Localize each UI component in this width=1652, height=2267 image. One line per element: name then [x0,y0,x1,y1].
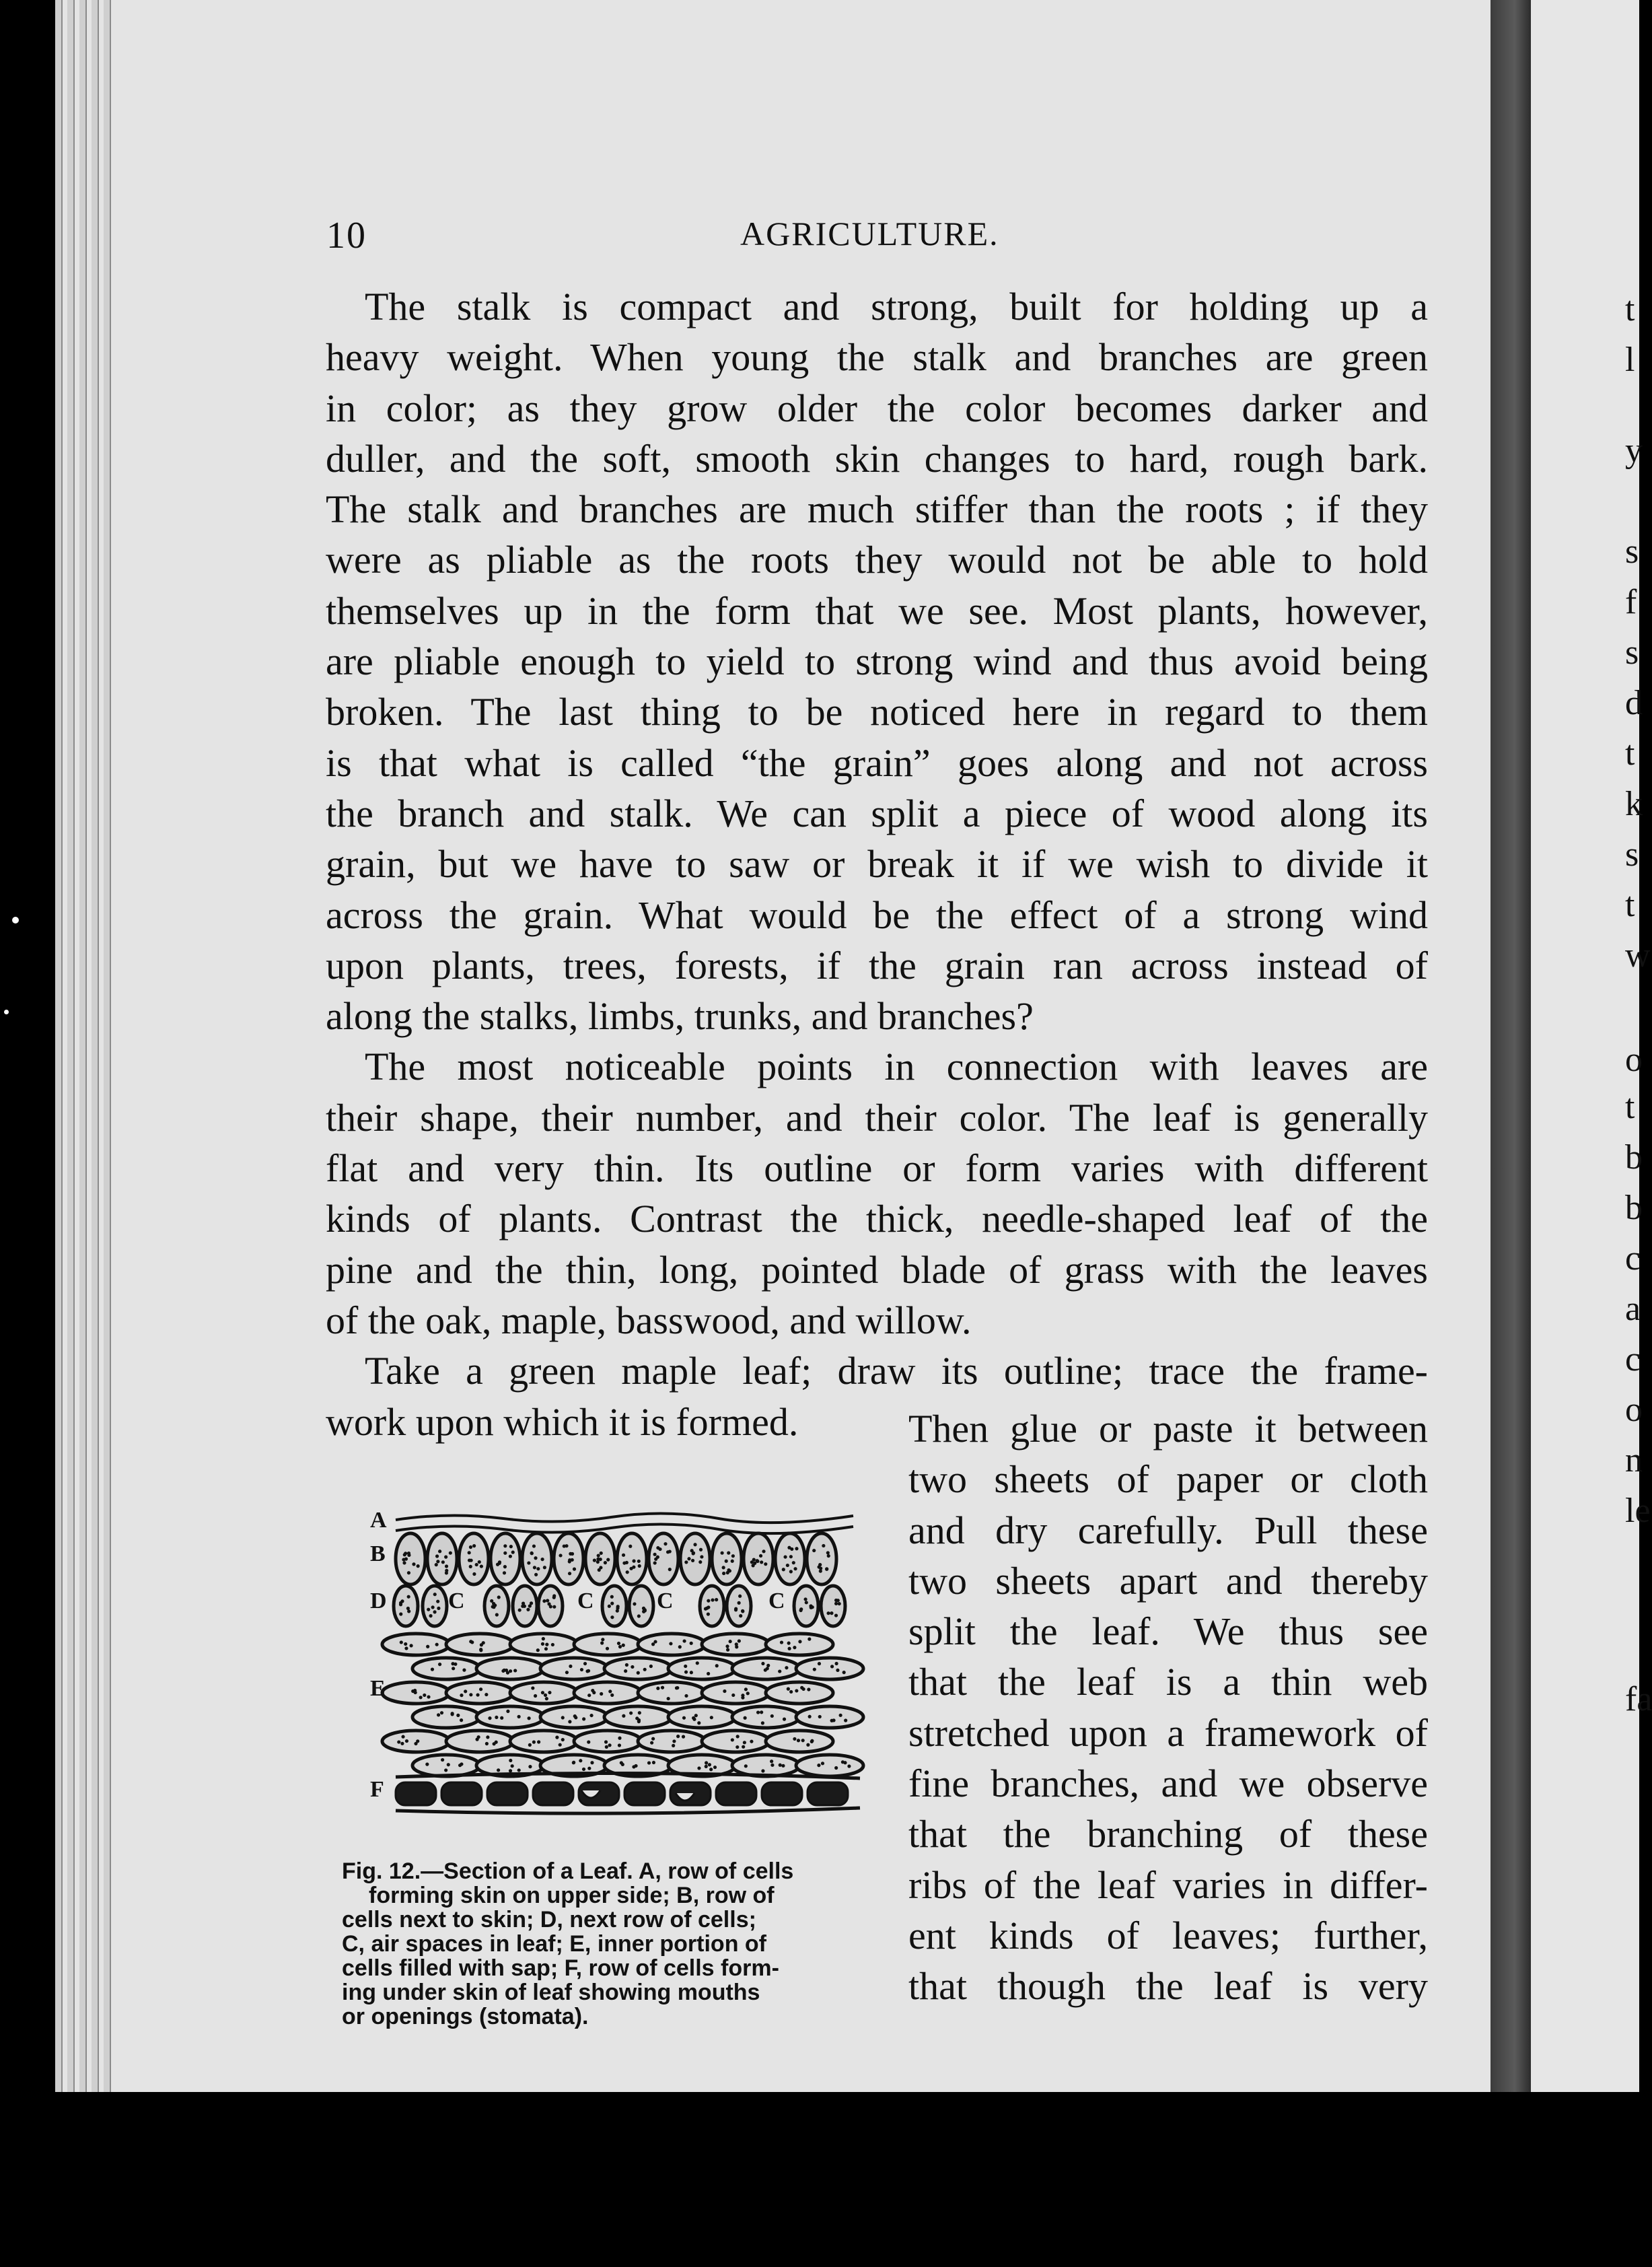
leaf-section-illustration [369,1500,880,1823]
facing-page-fragment: w [1625,936,1651,975]
text-line: two sheets of paper or cloth [908,1457,1428,1502]
text-line: in color; as they grow older the color becomes darker and [326,386,1428,430]
text-line: stretched upon a framework of [908,1710,1428,1755]
label-a: A [370,1508,387,1533]
facing-page-fragment: a [1625,1290,1641,1328]
text-line: upon plants, trees, forests, if the grain ran across instead of [326,943,1428,987]
facing-page-fragment: o [1625,1041,1643,1079]
text-line: pine and the thin, long, pointed blade of grass with the leaves [326,1247,1428,1292]
facing-page-fragment: l [1625,341,1635,379]
facing-page-fragment: k [1625,785,1643,823]
caption-line: or openings (stomata). [342,2004,589,2029]
text-line: Then glue or paste it between [908,1407,1428,1451]
text-line: that the branching of these [908,1812,1428,1856]
text-line: The stalk is compact and strong, built for holding up a [365,285,1428,328]
facing-page-fragment: s [1625,835,1639,874]
text-line: The stalk and branches are much stiffer than the roots ; if they [326,487,1428,532]
text-line: kinds of plants. Contrast the thick, needle-shaped leaf of the [326,1197,1428,1241]
text-line: that the leaf is a thin web [908,1660,1428,1704]
facing-page-fragment: o [1625,1391,1643,1429]
facing-page-fragment: t [1625,886,1635,924]
page-number: 10 [326,215,367,256]
side-text [908,1403,1428,2012]
text-line: ent kinds of leaves; further, [908,1913,1428,1957]
text-line: grain, but we have to saw or break it if we wish to divide it [326,842,1428,886]
text-line: split the leaf. We thus see [908,1609,1428,1654]
caption-line: cells filled with sap; F, row of cells form- [342,1955,779,1981]
text-line: and dry carefully. Pull these [908,1508,1428,1552]
label-c: C [448,1589,465,1613]
text-line: the branch and stalk. We can split a piece of wood along its [326,791,1428,835]
text-line: fine branches, and we observe [908,1762,1428,1806]
text-line: along the stalks, limbs, trunks, and branches? [326,994,1034,1039]
text-line: flat and very thin. Its outline or form varies with different [326,1146,1428,1191]
facing-page-fragment: s [1625,532,1639,571]
label-e: E [370,1676,386,1701]
leaf-section-figure [369,1500,880,1823]
dust-speck [4,1010,9,1014]
running-head: AGRICULTURE. [740,215,999,252]
facing-page-fragment: s [1625,633,1639,672]
label-c: C [768,1589,785,1613]
scan-background [0,2092,1639,2267]
text-line: two sheets apart and thereby [908,1558,1428,1603]
facing-page-fragment: t [1625,734,1635,773]
text-line: are pliable enough to yield to strong wind and thus avoid being [326,639,1428,684]
facing-page-fragment: d [1625,684,1643,722]
text-line: work upon which it is formed. [326,1399,799,1444]
text-line: their shape, their number, and their color. The leaf is generally [326,1095,1428,1140]
caption-line: Fig. 12.—Section of a Leaf. A, row of cells [342,1858,794,1884]
text-line: were as pliable as the roots they would not be able to hold [326,538,1428,582]
book-gutter [1491,0,1531,2092]
body-text [326,281,1428,1447]
dust-speck [12,917,19,923]
text-line: themselves up in the form that we see. Most plants, however, [326,588,1428,633]
figure-caption [342,1859,894,2029]
caption-line: ing under skin of leaf showing mouths [342,1980,760,2005]
text-line: Take a green maple leaf; draw its outline; trace the frame- [365,1349,1428,1393]
facing-page-fragment: y [1625,431,1643,470]
text-line: of the oak, maple, basswood, and willow. [326,1298,972,1342]
label-d: D [370,1589,387,1613]
text-line: across the grain. What would be the effect of a strong wind [326,893,1428,937]
page-edges [55,0,116,2092]
facing-page-fragment: t [1625,1088,1635,1126]
caption-line: cells next to skin; D, next row of cells; [342,1907,756,1932]
facing-page-fragment: c [1625,1340,1641,1379]
text-line: The most noticeable points in connection with leaves are [365,1045,1428,1089]
facing-page-fragment: t [1625,290,1635,328]
text-line: is that what is called “the grain” goes along and not across [326,740,1428,785]
facing-page-fragment: b [1625,1138,1643,1177]
facing-page [1531,0,1639,2092]
text-line: duller, and the soft, smooth skin changes to hard, rough bark. [326,436,1428,481]
facing-page-fragment: b [1625,1189,1643,1227]
caption-line: C, air spaces in leaf; E, inner portion of [342,1931,767,1957]
label-f: F [370,1777,384,1802]
label-c: C [657,1589,674,1613]
label-b: B [370,1541,386,1566]
caption-line: forming skin on upper side; B, row of [369,1883,775,1908]
text-line: broken. The last thing to be noticed here in regard to them [326,690,1428,734]
label-c: C [577,1589,594,1613]
facing-page-fragment: c [1625,1239,1641,1278]
text-line: that though the leaf is very [908,1964,1428,2009]
text-line: ribs of the leaf varies in differ- [908,1862,1428,1907]
text-line: heavy weight. When young the stalk and branches are green [326,335,1428,380]
facing-page-fragment: le [1625,1492,1651,1530]
facing-page-fragment: f [1625,583,1637,621]
facing-page-fragment: n [1625,1441,1643,1479]
facing-page-fragment: fa [1625,1680,1652,1718]
